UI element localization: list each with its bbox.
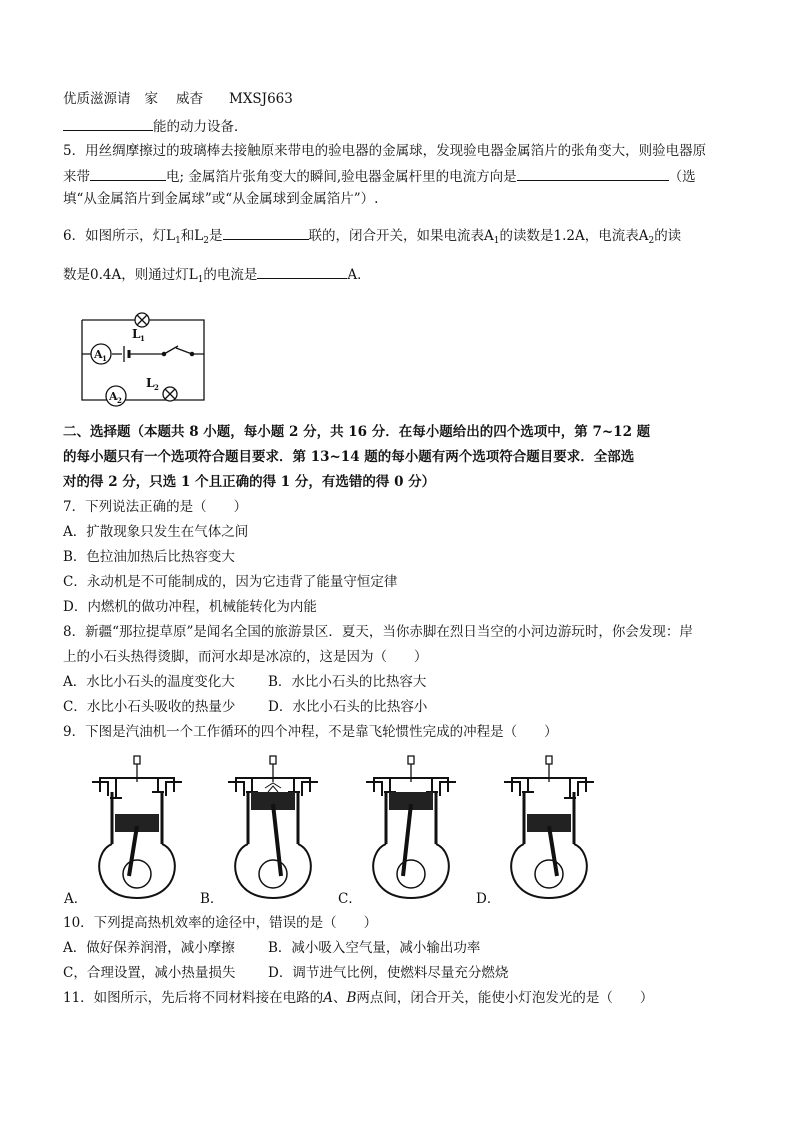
q6-text: 1 xyxy=(493,236,500,246)
q8-option-d: D．水比小石头的比热容小 xyxy=(268,699,428,715)
q8-line2: 上的小石头热得烫脚，而河水却是冰凉的，这是因为（ ） xyxy=(63,649,428,665)
q6-text: 是 xyxy=(209,228,223,244)
q5-line1: 5．用丝绸摩擦过的玻璃棒去接触原来带电的验电器的金属球，发现验电器金属箔片的张角变大，则验电器原 xyxy=(63,143,707,159)
engine-stroke-figure xyxy=(356,752,466,902)
label-l1-sub: 1 xyxy=(140,334,145,343)
watermark-text-b: 家 xyxy=(144,91,158,107)
switch-icon xyxy=(190,352,193,355)
watermark-text-a: 优质滋源请 xyxy=(63,91,131,107)
exhaust-valve xyxy=(152,778,164,792)
q10-option-d: D．调节进气比例，使燃料尽量充分燃烧 xyxy=(268,965,509,981)
q11-text: 11．如图所示，先后将不同材料接在电路的 xyxy=(63,990,324,1006)
engine-stroke-figure xyxy=(218,752,328,902)
section2-line1: 二、选择题（本题共 8 小题，每小题 2 分，共 16 分．在每小题给出的四个选项中，第 7~12 题 xyxy=(63,424,651,440)
switch-icon xyxy=(164,346,178,354)
q5-text: 电; 金属箔片张角变大的瞬间,验电器金属杆里的电流方向是 xyxy=(166,169,517,185)
watermark-text-d: MXSJ663 xyxy=(229,91,293,107)
q6-text: A xyxy=(484,228,494,244)
engine-label: A． xyxy=(64,891,88,907)
label-a2-sub: 2 xyxy=(117,396,122,405)
q6-value: 0.4A xyxy=(90,267,122,283)
q6-line1 xyxy=(63,225,681,250)
label-l2: L xyxy=(146,376,155,390)
intake-valve xyxy=(246,778,258,792)
q6-text: 2 xyxy=(648,236,655,246)
q9-stem: 9．下图是汽油机一个工作循环的四个冲程，不是靠飞轮惯性完成的冲程是（ ） xyxy=(63,724,558,740)
q6-text: 1 xyxy=(175,236,181,246)
label-a1-sub: 1 xyxy=(102,354,107,363)
q7-option-a: A．扩散现象只发生在气体之间 xyxy=(63,524,249,540)
engine-label: D． xyxy=(476,891,501,907)
q11-text: 两点间，闭合开关，能使小灯泡发光的是（ ） xyxy=(356,990,654,1006)
q6-value: 1.2A xyxy=(553,228,585,244)
q5-line2 xyxy=(63,166,696,186)
q11-stem xyxy=(63,989,653,1007)
q8-line1: 8．新疆“那拉提草原”是闻名全国的旅游景区．夏天，当你赤脚在烈日当空的小河边游玩时，你会发现：岸 xyxy=(63,624,693,640)
q8-options-row2 xyxy=(63,698,427,716)
q7-stem: 7．下列说法正确的是（ ） xyxy=(63,499,248,515)
q10-options-row1 xyxy=(63,939,480,957)
q10-option-b: B．减小吸入空气量，减小输出功率 xyxy=(268,940,481,956)
intake-valve xyxy=(384,778,396,792)
q6-text: 1 xyxy=(197,275,204,285)
q7-option-c: C．永动机是不可能制成的，因为它违背了能量守恒定律 xyxy=(63,574,398,590)
watermark-line xyxy=(63,90,293,108)
crank-wheel xyxy=(259,860,287,888)
crank-wheel xyxy=(535,860,563,888)
circuit-diagram xyxy=(74,308,214,408)
q4-tail-text: 能的动力设备． xyxy=(153,119,248,135)
q8-option-a: A．水比小石头的温度变化大 xyxy=(63,674,235,690)
answer-blank[interactable] xyxy=(517,166,669,181)
q8-option-b: B．水比小石头的比热容大 xyxy=(268,674,427,690)
q10-options-row2 xyxy=(63,964,508,982)
q10-option-c: C，合理设置，减小热量损失 xyxy=(63,965,236,981)
label-a2: A xyxy=(109,390,118,403)
crank-wheel xyxy=(397,860,425,888)
q5-line3: 填“从金属箔片到金属球”或“从金属球到金属箔片”）. xyxy=(63,191,379,207)
q6-text: 数是 xyxy=(63,267,90,283)
exhaust-valve xyxy=(288,778,300,792)
watermark-text-c: 威杳 xyxy=(176,91,203,107)
q6-text: A． xyxy=(347,267,371,283)
engine-stroke-figure xyxy=(494,752,604,902)
q4-tail xyxy=(63,116,248,136)
engine-label: C． xyxy=(338,891,362,907)
q5-text: （选 xyxy=(668,169,696,185)
q7-option-b: B．色拉油加热后比热容变大 xyxy=(63,549,235,565)
q6-text: 和 xyxy=(180,228,195,244)
q6-text: 联的，闭合开关，如果电流表 xyxy=(308,228,484,244)
answer-blank[interactable] xyxy=(90,166,166,181)
q11-point-b: B xyxy=(346,990,357,1006)
q6-text: 2 xyxy=(203,236,209,246)
q6-text: 的读 xyxy=(654,228,682,244)
crank-wheel xyxy=(123,860,151,888)
q6-text: 的电流是 xyxy=(203,267,258,283)
q6-text: ，则通过灯 xyxy=(121,267,189,283)
q8-options-row1 xyxy=(63,673,426,691)
answer-blank[interactable] xyxy=(257,264,347,279)
q5-text: 来带 xyxy=(63,169,90,185)
q6-text: A xyxy=(638,228,649,244)
q11-point-a: A xyxy=(323,990,333,1006)
q11-text: 、 xyxy=(332,990,347,1006)
engine-stroke-figure xyxy=(82,752,192,902)
exhaust-valve xyxy=(426,778,438,792)
q6-text: ，电流表 xyxy=(584,228,639,244)
label-a1: A xyxy=(94,348,103,361)
q10-option-a: A．做好保养润滑，减小摩擦 xyxy=(63,940,235,956)
q6-text: L xyxy=(166,228,176,244)
section2-line2: 的每小题只有一个选项符合题目要求．第 13~14 题的每小题有两个选项符合题目要求．全部选 xyxy=(63,449,635,465)
answer-blank[interactable] xyxy=(223,225,309,240)
intake-valve xyxy=(522,778,534,792)
answer-blank[interactable] xyxy=(63,116,153,131)
q6-line2 xyxy=(63,264,371,289)
label-l2-sub: 2 xyxy=(154,383,159,392)
q6-text: L xyxy=(188,267,198,283)
spark-icon xyxy=(265,783,281,792)
label-l1: L xyxy=(132,327,141,341)
q10-stem: 10．下列提高热机效率的途径中，错误的是（ ） xyxy=(63,915,378,931)
section2-line3: 对的得 2 分，只选 1 个且正确的得 1 分，有选错的得 0 分） xyxy=(63,474,436,490)
q6-text: 的读数是 xyxy=(499,228,554,244)
q6-text: L xyxy=(194,228,204,244)
q8-option-c: C．水比小石头吸收的热量少 xyxy=(63,699,236,715)
q7-option-d: D．内燃机的做功冲程，机械能转化为内能 xyxy=(63,599,317,615)
engine-label: B． xyxy=(200,891,224,907)
q6-text: 6．如图所示，灯 xyxy=(63,228,167,244)
